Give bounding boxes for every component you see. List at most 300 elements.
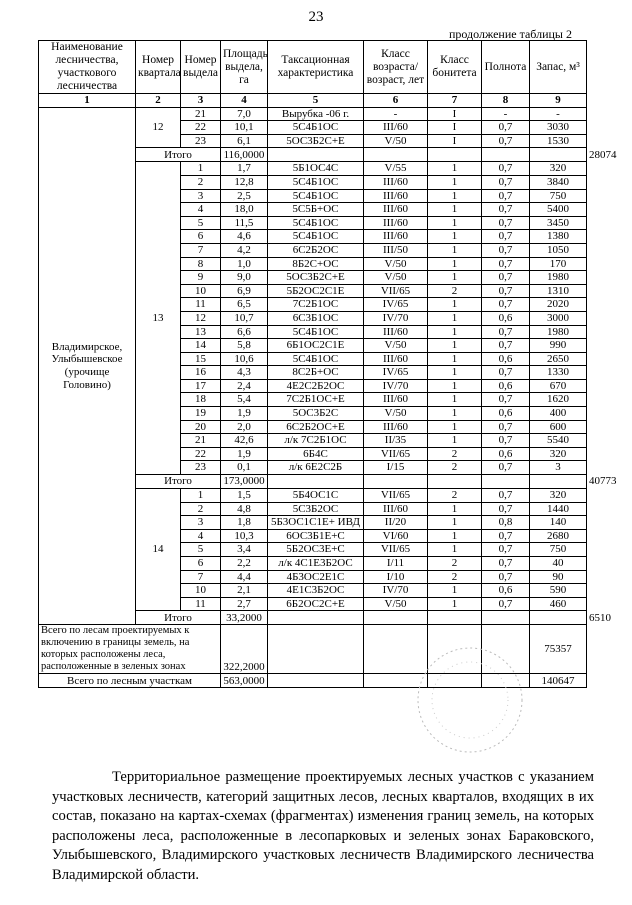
subtotal-row: Итого 116,0000 28074 — [39, 148, 587, 162]
data-cell: III/60 — [364, 121, 428, 135]
data-cell: 7 — [181, 570, 221, 584]
data-cell: 0,7 — [482, 502, 530, 516]
data-cell: III/60 — [364, 393, 428, 407]
data-cell: 1,7 — [221, 162, 268, 176]
subtotal-area: 33,2000 — [221, 611, 268, 625]
data-cell: 0,6 — [482, 379, 530, 393]
data-cell: 1 — [428, 298, 482, 312]
forest-plots-table — [38, 40, 617, 688]
column-number-cell: 6 — [364, 94, 428, 108]
data-cell: 1 — [428, 271, 482, 285]
data-cell: 0,7 — [482, 366, 530, 380]
data-cell: 5ОС3Б2С+Е — [268, 134, 364, 148]
data-cell: 4Е2С2Б2ОС — [268, 379, 364, 393]
data-cell: 6,6 — [221, 325, 268, 339]
data-cell: 320 — [530, 489, 587, 503]
data-cell: 12 — [181, 311, 221, 325]
header-cell: Номер выдела — [181, 41, 221, 94]
data-cell: 5Б2ОС3Е+С — [268, 543, 364, 557]
data-cell: 1 — [428, 311, 482, 325]
data-cell: 1 — [428, 379, 482, 393]
data-cell: - — [482, 107, 530, 121]
data-cell: 0,7 — [482, 339, 530, 353]
data-cell: 1 — [428, 189, 482, 203]
data-cell: 0,7 — [482, 489, 530, 503]
data-cell: 21 — [181, 434, 221, 448]
data-cell: III/60 — [364, 325, 428, 339]
data-cell: 1 — [428, 584, 482, 598]
data-cell: 1 — [428, 529, 482, 543]
data-cell: 1 — [428, 516, 482, 530]
data-cell: 1 — [428, 257, 482, 271]
data-cell: 22 — [181, 121, 221, 135]
data-cell: III/60 — [364, 502, 428, 516]
table-row — [39, 107, 587, 121]
data-cell: 6,1 — [221, 134, 268, 148]
data-cell: 5С4Б1ОС — [268, 175, 364, 189]
data-cell: 6Б1ОС2С1Е — [268, 339, 364, 353]
data-cell: IV/65 — [364, 366, 428, 380]
subtotal-label: Итого — [136, 611, 221, 625]
data-cell: л/к 6Е2С2Б — [268, 461, 364, 475]
data-cell: 1050 — [530, 243, 587, 257]
data-cell: 15 — [181, 352, 221, 366]
data-cell: 1 — [428, 393, 482, 407]
data-cell: III/50 — [364, 243, 428, 257]
data-cell: 5С4Б1ОС — [268, 230, 364, 244]
data-cell: 3 — [181, 189, 221, 203]
column-number-cell: 9 — [530, 94, 587, 108]
subtotal-area: 173,0000 — [221, 475, 268, 489]
data-cell: 3000 — [530, 311, 587, 325]
data-cell: III/60 — [364, 189, 428, 203]
data-cell: VII/65 — [364, 543, 428, 557]
grand-total-area: 563,0000 — [221, 674, 268, 688]
data-cell: II/35 — [364, 434, 428, 448]
data-cell: 0,7 — [482, 597, 530, 611]
data-cell: 0,7 — [482, 134, 530, 148]
data-cell: 750 — [530, 543, 587, 557]
data-cell: 5С4Б1ОС — [268, 325, 364, 339]
data-cell: 0,7 — [482, 230, 530, 244]
data-cell: 1,5 — [221, 489, 268, 503]
data-cell: 1 — [428, 420, 482, 434]
data-cell: 2 — [181, 502, 221, 516]
data-cell: 400 — [530, 407, 587, 421]
data-cell: I/15 — [364, 461, 428, 475]
data-cell: 0,7 — [482, 420, 530, 434]
data-cell: 2650 — [530, 352, 587, 366]
data-cell: 0,7 — [482, 162, 530, 176]
data-cell: л/к 7С2Б1ОС — [268, 434, 364, 448]
data-cell: 1 — [428, 407, 482, 421]
empty-cell — [364, 611, 428, 625]
grand-total-stock: 140647 — [530, 674, 587, 688]
empty-cell — [268, 475, 364, 489]
data-cell: 1 — [428, 162, 482, 176]
empty-cell — [268, 674, 364, 688]
data-cell: 4,4 — [221, 570, 268, 584]
data-cell: IV/70 — [364, 379, 428, 393]
data-cell: 10,6 — [221, 352, 268, 366]
column-number-cell: 3 — [181, 94, 221, 108]
data-cell: 4Б3ОС2Е1С — [268, 570, 364, 584]
data-cell: V/50 — [364, 271, 428, 285]
data-cell: VII/65 — [364, 489, 428, 503]
data-cell: II/20 — [364, 516, 428, 530]
data-cell: 990 — [530, 339, 587, 353]
data-cell: 0,7 — [482, 298, 530, 312]
data-cell: 2,4 — [221, 379, 268, 393]
data-cell: 5С4Б1ОС — [268, 121, 364, 135]
data-cell: 0,7 — [482, 529, 530, 543]
data-cell: 2,5 — [221, 189, 268, 203]
data-cell: 16 — [181, 366, 221, 380]
data-cell: 4 — [181, 203, 221, 217]
data-cell: 0,7 — [482, 121, 530, 135]
data-cell: 0,6 — [482, 311, 530, 325]
empty-cell — [268, 148, 364, 162]
data-cell: VI/60 — [364, 529, 428, 543]
grand-total-label: Всего по лесным участкам — [39, 674, 221, 688]
data-cell: 90 — [530, 570, 587, 584]
data-cell: 1,8 — [221, 516, 268, 530]
data-cell: 1980 — [530, 271, 587, 285]
data-cell: 0,7 — [482, 434, 530, 448]
data-cell: 1 — [428, 434, 482, 448]
data-cell: 1 — [428, 325, 482, 339]
data-cell: 5 — [181, 543, 221, 557]
data-cell: 2 — [181, 175, 221, 189]
subtotal-label: Итого — [136, 148, 221, 162]
data-cell: 3,4 — [221, 543, 268, 557]
data-cell: 0,7 — [482, 257, 530, 271]
grand-total-row — [39, 625, 587, 674]
data-cell: IV/70 — [364, 584, 428, 598]
data-cell: 1 — [428, 543, 482, 557]
empty-cell — [428, 475, 482, 489]
empty-cell — [482, 674, 530, 688]
data-cell: 2,7 — [221, 597, 268, 611]
data-cell: 0,7 — [482, 189, 530, 203]
data-cell: 0,7 — [482, 461, 530, 475]
data-cell: 5 — [181, 216, 221, 230]
data-cell: 1 — [428, 366, 482, 380]
data-cell: 0,1 — [221, 461, 268, 475]
data-cell: 3450 — [530, 216, 587, 230]
quarter-number-cell: 14 — [136, 489, 181, 611]
data-cell: 9 — [181, 271, 221, 285]
data-cell: 1 — [428, 230, 482, 244]
data-cell: 5С3Б2ОС — [268, 502, 364, 516]
data-cell: 2020 — [530, 298, 587, 312]
column-number-cell: 2 — [136, 94, 181, 108]
data-cell: 2,2 — [221, 557, 268, 571]
column-number-cell: 8 — [482, 94, 530, 108]
data-cell: 320 — [530, 162, 587, 176]
data-cell: 2680 — [530, 529, 587, 543]
data-cell: 1 — [428, 175, 482, 189]
data-cell: 460 — [530, 597, 587, 611]
data-cell: I/10 — [364, 570, 428, 584]
column-number-cell: 5 — [268, 94, 364, 108]
data-cell: 7С2Б1ОС+Е — [268, 393, 364, 407]
header-cell: Площадь выдела, га — [221, 41, 268, 94]
data-cell: 22 — [181, 447, 221, 461]
empty-cell — [364, 625, 428, 674]
data-cell: 5С5Б+ОС — [268, 203, 364, 217]
data-cell: 5540 — [530, 434, 587, 448]
data-cell: 750 — [530, 189, 587, 203]
column-number-cell: 1 — [39, 94, 136, 108]
data-cell: 19 — [181, 407, 221, 421]
data-cell: 0,6 — [482, 584, 530, 598]
data-cell: 1530 — [530, 134, 587, 148]
data-cell: 1330 — [530, 366, 587, 380]
data-cell: 14 — [181, 339, 221, 353]
data-cell: 9,0 — [221, 271, 268, 285]
empty-cell — [482, 475, 530, 489]
data-cell: 0,7 — [482, 543, 530, 557]
data-cell: III/60 — [364, 420, 428, 434]
data-cell: 1980 — [530, 325, 587, 339]
data-cell: 0,6 — [482, 352, 530, 366]
data-cell: 4,3 — [221, 366, 268, 380]
empty-cell — [530, 475, 587, 489]
data-cell: 21 — [181, 107, 221, 121]
data-cell: 670 — [530, 379, 587, 393]
data-cell: 40 — [530, 557, 587, 571]
data-cell: 1 — [428, 203, 482, 217]
empty-cell — [482, 625, 530, 674]
header-cell: Полнота — [482, 41, 530, 94]
data-cell: 18 — [181, 393, 221, 407]
description-paragraph: Территориальное размещение проектируемых лесных участков с указанием участковых лесничеств, категорий защитных лесов, лесных кварталов, входящих в их состав, показано на картах-схемах (фрагментах) изменения границ земель, на которых расположены леса, расположенные в лесопарковых и зеленых зонах Бараковского, Улыбышевского, Владимирского участковых лесничеств Владимирского лесничества Владимирской области. — [52, 769, 594, 883]
data-cell: 1,9 — [221, 447, 268, 461]
empty-cell — [530, 148, 587, 162]
data-cell: Вырубка -06 г. — [268, 107, 364, 121]
data-cell: 11 — [181, 597, 221, 611]
data-cell: 1620 — [530, 393, 587, 407]
data-cell: 0,6 — [482, 407, 530, 421]
data-cell: I — [428, 121, 482, 135]
data-cell: 13 — [181, 325, 221, 339]
data-cell: 1 — [428, 352, 482, 366]
data-cell: III/60 — [364, 216, 428, 230]
data-cell: V/55 — [364, 162, 428, 176]
data-cell: 0,7 — [482, 393, 530, 407]
data-cell: 320 — [530, 447, 587, 461]
data-cell: 0,7 — [482, 175, 530, 189]
data-cell: III/60 — [364, 352, 428, 366]
data-cell: 7 — [181, 243, 221, 257]
data-cell: 1,9 — [221, 407, 268, 421]
data-cell: VII/65 — [364, 447, 428, 461]
data-cell: 2 — [428, 447, 482, 461]
data-cell: 4,6 — [221, 230, 268, 244]
column-number-cell: 7 — [428, 94, 482, 108]
data-cell: 0,7 — [482, 271, 530, 285]
data-cell: 7С2Б1ОС — [268, 298, 364, 312]
data-cell: 5Б2ОС2С1Е — [268, 284, 364, 298]
data-cell: 1 — [181, 489, 221, 503]
subtotal-row: Итого 33,2000 6510 — [39, 611, 587, 625]
data-cell: IV/70 — [364, 311, 428, 325]
header-cell: Запас, м³ — [530, 41, 587, 94]
data-cell: 6ОС3Б1Е+С — [268, 529, 364, 543]
empty-cell — [482, 148, 530, 162]
data-cell: IV/65 — [364, 298, 428, 312]
data-cell: 2 — [428, 489, 482, 503]
data-cell: 1,0 — [221, 257, 268, 271]
data-cell: 0,7 — [482, 557, 530, 571]
data-cell: 6,9 — [221, 284, 268, 298]
data-cell: 8 — [181, 257, 221, 271]
data-cell: 10,1 — [221, 121, 268, 135]
data-cell: 11 — [181, 298, 221, 312]
column-number-cell: 4 — [221, 94, 268, 108]
data-cell: 2,0 — [221, 420, 268, 434]
data-cell: 7,0 — [221, 107, 268, 121]
grand-total-area: 322,2000 — [221, 625, 268, 674]
data-cell: VII/65 — [364, 284, 428, 298]
data-cell: 1 — [428, 339, 482, 353]
data-cell: 5С4Б1ОС — [268, 352, 364, 366]
data-cell: 3 — [530, 461, 587, 475]
data-cell: 6Б4С — [268, 447, 364, 461]
data-cell: V/50 — [364, 339, 428, 353]
column-number-row — [39, 94, 587, 108]
data-cell: 5С4Б1ОС — [268, 189, 364, 203]
data-cell: V/50 — [364, 407, 428, 421]
data-cell: 5400 — [530, 203, 587, 217]
data-cell: 3030 — [530, 121, 587, 135]
empty-cell — [428, 148, 482, 162]
grand-total-row — [39, 674, 587, 688]
empty-cell — [268, 611, 364, 625]
data-cell: I — [428, 134, 482, 148]
data-cell: 5Б4ОС1С — [268, 489, 364, 503]
data-cell: 6С3Б1ОС — [268, 311, 364, 325]
data-cell: 5,4 — [221, 393, 268, 407]
data-cell: - — [364, 107, 428, 121]
empty-cell — [364, 674, 428, 688]
data-cell: 170 — [530, 257, 587, 271]
data-cell: 6Б2ОС2С+Е — [268, 597, 364, 611]
data-cell: 11,5 — [221, 216, 268, 230]
forestry-name-cell: Владимирское, Улыбышевское (урочище Головино) — [39, 107, 136, 625]
data-cell: 0,7 — [482, 243, 530, 257]
empty-cell — [428, 625, 482, 674]
data-cell: 2 — [428, 461, 482, 475]
data-cell: 4,8 — [221, 502, 268, 516]
data-cell: 10,7 — [221, 311, 268, 325]
data-cell: 0,8 — [482, 516, 530, 530]
data-cell: 2,1 — [221, 584, 268, 598]
table-continuation-label: продолжение таблицы 2 — [448, 27, 572, 41]
header-cell: Класс возраста/ возраст, лет — [364, 41, 428, 94]
data-cell: 1 — [428, 243, 482, 257]
data-cell: 6С2Б2ОС+Е — [268, 420, 364, 434]
data-cell: 0,7 — [482, 216, 530, 230]
data-cell: - — [530, 107, 587, 121]
data-cell: 5Б3ОС1С1Е+ ИВД — [268, 516, 364, 530]
data-cell: 5ОС3Б2С — [268, 407, 364, 421]
data-cell: л/к 4С1Е3Б2ОС — [268, 557, 364, 571]
data-cell: 6 — [181, 230, 221, 244]
data-cell: 1380 — [530, 230, 587, 244]
data-cell: 17 — [181, 379, 221, 393]
data-cell: 5С4Б1ОС — [268, 216, 364, 230]
empty-cell — [364, 475, 428, 489]
data-cell: 2 — [428, 570, 482, 584]
data-cell: 5,8 — [221, 339, 268, 353]
data-cell: 6 — [181, 557, 221, 571]
data-cell: 3 — [181, 516, 221, 530]
subtotal-label: Итого — [136, 475, 221, 489]
data-cell: 8С2Б+ОС — [268, 366, 364, 380]
data-cell: 6,5 — [221, 298, 268, 312]
header-cell: Номер квартала — [136, 41, 181, 94]
empty-cell — [428, 674, 482, 688]
data-cell: 23 — [181, 461, 221, 475]
data-cell: 0,7 — [482, 325, 530, 339]
data-cell: 5ОС3Б2С+Е — [268, 271, 364, 285]
data-cell: 20 — [181, 420, 221, 434]
data-cell: I — [428, 107, 482, 121]
data-cell: 3840 — [530, 175, 587, 189]
data-cell: 1310 — [530, 284, 587, 298]
header-cell: Класс бонитета — [428, 41, 482, 94]
data-cell: 0,7 — [482, 570, 530, 584]
data-cell: 140 — [530, 516, 587, 530]
header-row — [39, 41, 587, 94]
empty-cell — [530, 611, 587, 625]
data-cell: 1440 — [530, 502, 587, 516]
data-cell: 600 — [530, 420, 587, 434]
data-cell: 10 — [181, 584, 221, 598]
data-cell: 2 — [428, 557, 482, 571]
data-cell: 4 — [181, 529, 221, 543]
data-cell: III/60 — [364, 175, 428, 189]
data-cell: I/11 — [364, 557, 428, 571]
data-cell: 8Б2С+ОС — [268, 257, 364, 271]
grand-total-label: Всего по лесам проектируемых к включению в границы земель, на которых расположены леса, расположенные в зеленых зонах — [39, 625, 221, 674]
data-cell: 12,8 — [221, 175, 268, 189]
subtotal-row: Итого 173,0000 40773 — [39, 475, 587, 489]
quarter-number-cell: 13 — [136, 162, 181, 475]
header-cell: Наименование лесничества, участкового лесничества — [39, 41, 136, 94]
data-cell: 590 — [530, 584, 587, 598]
empty-cell — [268, 625, 364, 674]
data-cell: III/60 — [364, 230, 428, 244]
data-cell: 4,2 — [221, 243, 268, 257]
data-cell: 0,7 — [482, 203, 530, 217]
data-cell: III/60 — [364, 203, 428, 217]
data-cell: 10,3 — [221, 529, 268, 543]
data-cell: 23 — [181, 134, 221, 148]
data-cell: 6С2Б2ОС — [268, 243, 364, 257]
data-cell: 1 — [181, 162, 221, 176]
page-number: 23 — [308, 9, 324, 25]
subtotal-area: 116,0000 — [221, 148, 268, 162]
data-cell: 10 — [181, 284, 221, 298]
data-cell: 4Е1С3Б2ОС — [268, 584, 364, 598]
data-cell: V/50 — [364, 134, 428, 148]
data-cell: 0,7 — [482, 284, 530, 298]
grand-total-stock: 75357 — [530, 625, 587, 674]
data-cell: 42,6 — [221, 434, 268, 448]
